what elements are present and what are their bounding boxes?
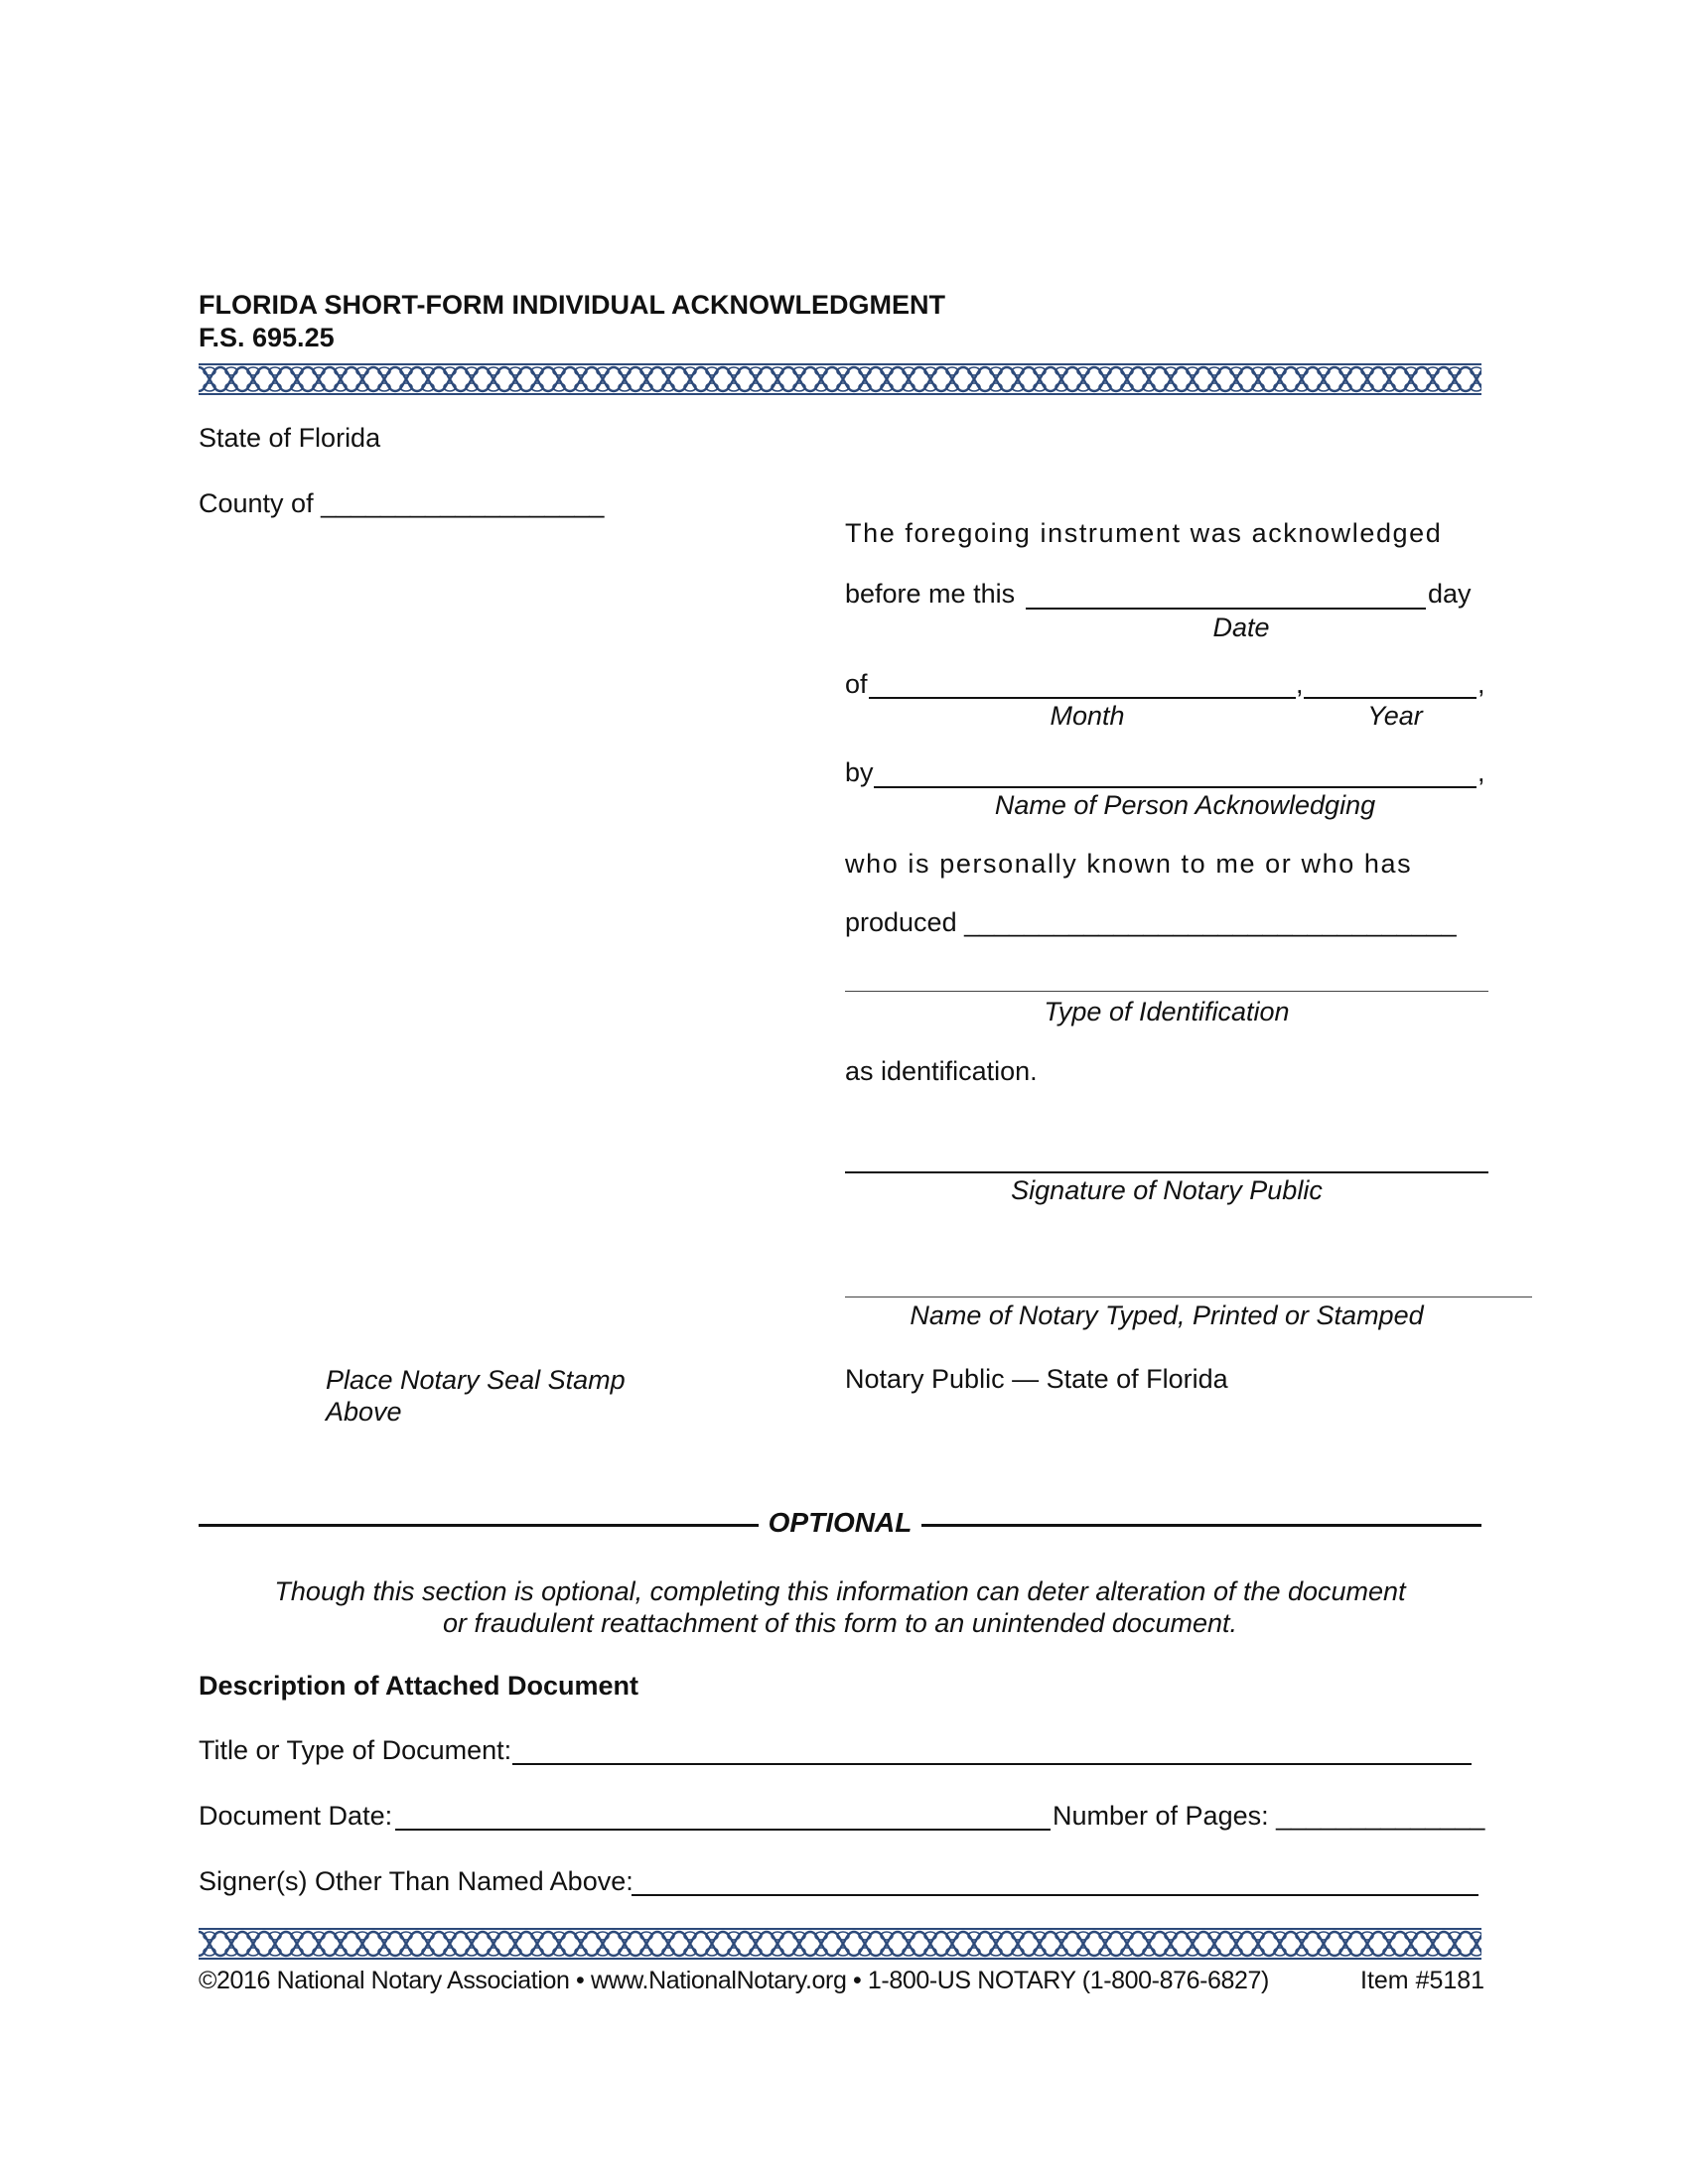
person-name-caption: Name of Person Acknowledging: [994, 790, 1376, 820]
year-comma: ,: [1477, 669, 1485, 699]
optional-label-text: OPTIONAL: [759, 1507, 922, 1538]
signature-caption: Signature of Notary Public: [1011, 1175, 1323, 1205]
optional-label: [199, 1507, 1481, 1539]
date-caption: Date: [1212, 613, 1270, 642]
document-date-blank[interactable]: [395, 1829, 1051, 1831]
form-title: FLORIDA SHORT-FORM INDIVIDUAL ACKNOWLEDGMENT: [199, 290, 945, 320]
optional-divider: [199, 1507, 1481, 1543]
month-comma: ,: [1296, 669, 1304, 699]
by-label: by: [845, 757, 874, 787]
day-label: day: [1428, 579, 1472, 609]
year-blank[interactable]: [1304, 697, 1477, 699]
county-field[interactable]: County of ___________________: [199, 488, 605, 518]
notary-public-state: Notary Public — State of Florida: [845, 1364, 1228, 1394]
month-blank[interactable]: [869, 697, 1296, 699]
document-date-label: Document Date:: [199, 1801, 393, 1831]
document-title-label: Title or Type of Document:: [199, 1735, 512, 1765]
statute-reference: F.S. 695.25: [199, 323, 335, 352]
month-caption: Month: [1050, 701, 1125, 731]
acknowledgment-intro: The foregoing instrument was acknowledged: [845, 518, 1443, 548]
before-me-label: before me this: [845, 579, 1016, 609]
optional-note-line1: Though this section is optional, completing this information can deter alteration of the document: [274, 1576, 1406, 1606]
id-type-blank[interactable]: [845, 991, 1488, 992]
signature-line[interactable]: [845, 1171, 1488, 1173]
footer-copyright: ©2016 National Notary Association • www.NationalNotary.org • 1-800-US NOTARY (1-800-876-6827): [199, 1967, 1269, 1994]
name-comma: ,: [1477, 757, 1485, 787]
notary-name-caption: Name of Notary Typed, Printed or Stamped: [910, 1300, 1424, 1330]
produced-field[interactable]: produced _________________________________: [845, 907, 1457, 937]
optional-note-line2: or fraudulent reattachment of this form to an unintended document.: [443, 1608, 1237, 1638]
description-heading: Description of Attached Document: [199, 1671, 639, 1701]
personally-known-text: who is personally known to me or who has: [845, 849, 1413, 879]
seal-caption-line2: Above: [326, 1397, 402, 1427]
document-title-blank[interactable]: [512, 1763, 1472, 1765]
id-type-caption: Type of Identification: [1044, 997, 1290, 1026]
person-name-blank[interactable]: [874, 786, 1477, 788]
other-signers-label: Signer(s) Other Than Named Above:: [199, 1866, 633, 1896]
footer-item-number: Item #5181: [1360, 1967, 1485, 1994]
number-of-pages-field[interactable]: Number of Pages: ______________: [1053, 1801, 1485, 1831]
decorative-border-bottom: [199, 1928, 1481, 1960]
seal-caption-line1: Place Notary Seal Stamp: [326, 1365, 626, 1395]
date-blank[interactable]: [1026, 608, 1426, 610]
other-signers-blank[interactable]: [632, 1894, 1478, 1896]
as-identification-text: as identification.: [845, 1056, 1038, 1086]
state-venue: State of Florida: [199, 423, 381, 453]
decorative-border-top: [199, 363, 1481, 395]
of-label: of: [845, 669, 868, 699]
year-caption: Year: [1367, 701, 1423, 731]
